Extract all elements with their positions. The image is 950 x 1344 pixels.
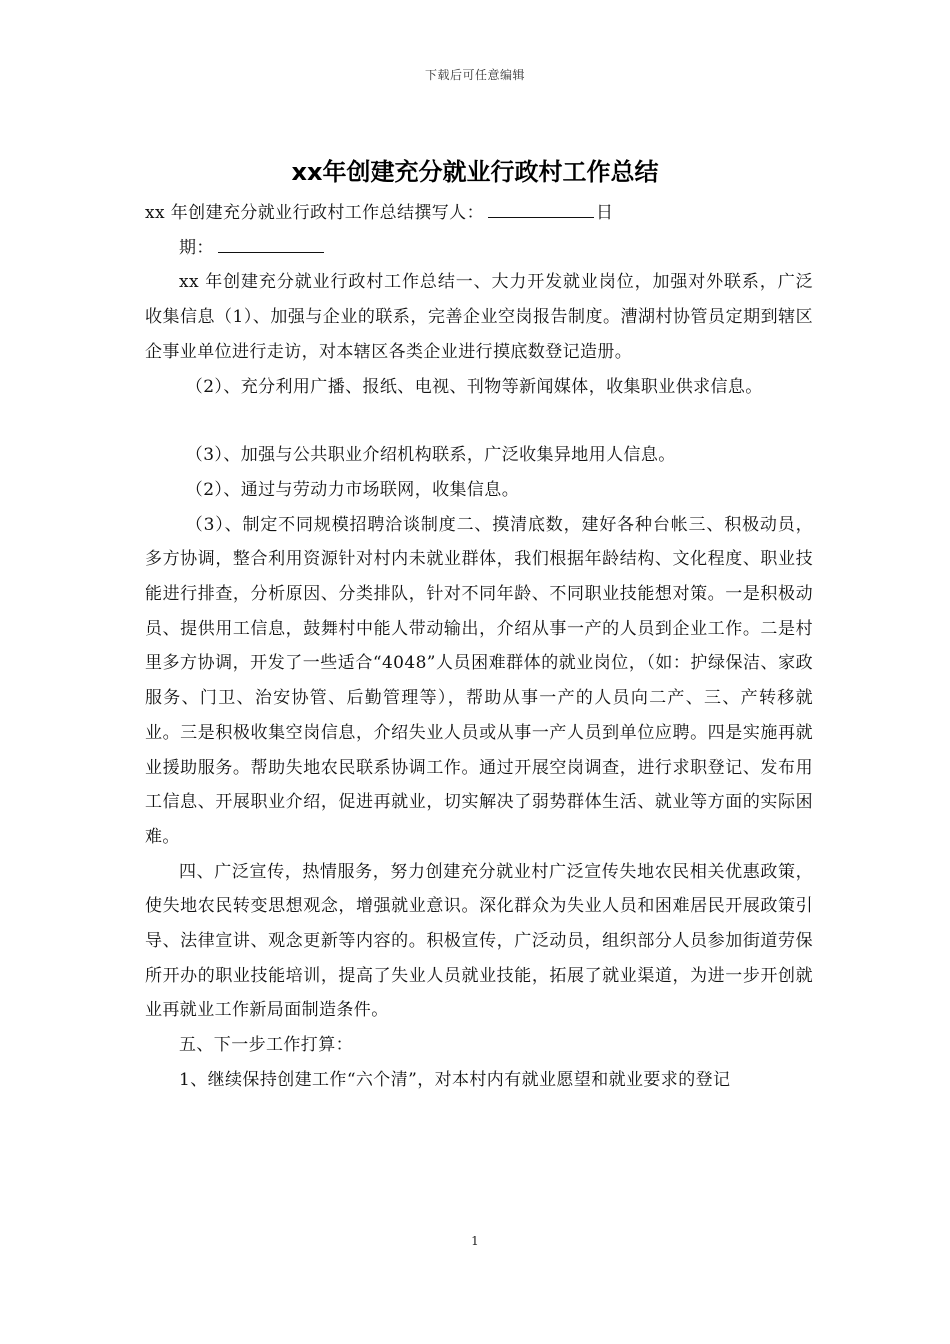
paragraph: xx 年创建充分就业行政村工作总结一、大力开发就业岗位，加强对外联系，广泛收集信息（1）、加强与企业的联系，完善企业空岗报告制度。漕湖村协管员定期到辖区企事业单位进行走访，对本辖区各类企业进行摸底数登记造册。	[145, 272, 813, 362]
paragraph: （3）、制定不同规模招聘洽谈制度二、摸清底数，建好各种台帐三、积极动员，多方协调，整合利用资源针对村内未就业群体，我们根据年龄结构、文化程度、职业技能进行排查，分析原因、分类排队，针对不同年龄、不同职业技能想对策。一是积极动员、提供用工信息，鼓舞村中能人带动输出，介绍从事一产的人员到企业工作。二是村里多方协调，开发了一些适合“4048”人员困难群体的就业岗位，（如：护绿保洁、家政服务、门卫、治安协管、后勤管理等），帮助从事一产的人员向二产、三、产转移就业。三是积极收集空岗信息，介绍失业人员或从事一产人员到单位应聘。四是实施再就业援助服务。帮助失地农民联系协调工作。通过开展空岗调查，进行求职登记、发布用工信息、开展职业介绍，促进再就业，切实解决了弱势群体生活、就业等方面的实际困难。	[145, 514, 813, 847]
date-line-label: 期：	[179, 237, 214, 258]
document-body	[145, 196, 813, 1098]
date-blank	[218, 236, 324, 253]
author-blank	[488, 201, 594, 218]
document-title: xx年创建充分就业行政村工作总结	[291, 158, 659, 186]
author-line-suffix: 日	[595, 203, 614, 223]
paragraph: （3）、加强与公共职业介绍机构联系，广泛收集异地用人信息。	[185, 445, 676, 466]
date-line	[145, 231, 813, 266]
paragraph: 四、广泛宣传，热情服务，努力创建充分就业村广泛宣传失地农民相关优惠政策，使失地农民转变思想观念，增强就业意识。深化群众为失业人员和困难居民开展政策引导、法律宣讲、观念更新等内容的。积极宣传，广泛动员，组织部分人员参加街道劳保所开办的职业技能培训，提高了失业人员就业技能，拓展了就业渠道，为进一步开创就业再就业工作新局面制造条件。	[145, 861, 813, 1021]
paragraph: （2）、充分利用广播、报纸、电视、刊物等新闻媒体，收集职业供求信息。	[185, 376, 763, 397]
paragraph: 1、继续保持创建工作“六个清”，对本村内有就业愿望和就业要求的登记	[179, 1069, 731, 1090]
paragraph: 五、下一步工作打算：	[179, 1035, 353, 1056]
paragraph: （2）、通过与劳动力市场联网，收集信息。	[185, 479, 520, 500]
author-line	[145, 196, 813, 231]
page-number: 1	[471, 1234, 479, 1248]
author-line-label: xx 年创建充分就业行政村工作总结撰写人：	[145, 203, 484, 223]
header-note: 下载后可任意编辑	[424, 68, 525, 82]
